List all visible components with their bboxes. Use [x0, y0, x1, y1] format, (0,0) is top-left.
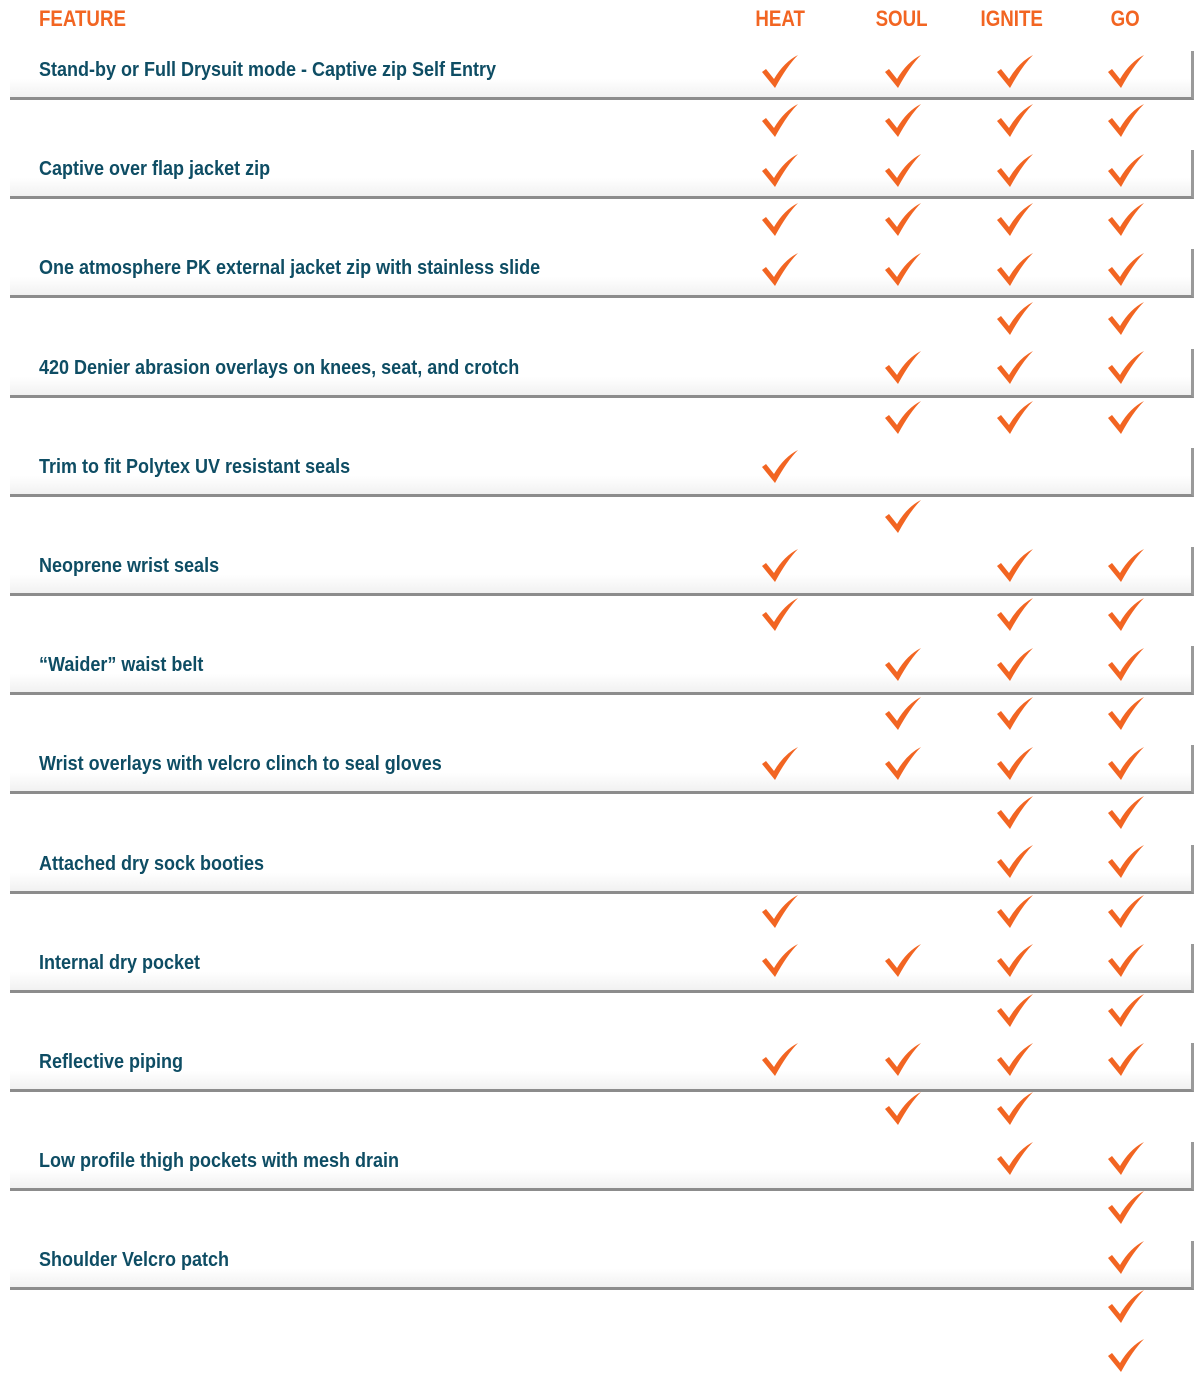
checkmark-icon: [1106, 647, 1146, 683]
checkmark-icon: [883, 499, 923, 535]
checkmark-icon: [883, 696, 923, 732]
checkmark-icon: [1106, 1042, 1146, 1078]
column-header-ignite: IGNITE: [980, 6, 1044, 31]
checkmark-icon: [760, 54, 800, 90]
checkmark-icon: [995, 1091, 1035, 1127]
checkmark-icon: [995, 647, 1035, 683]
column-header-go: GO: [1110, 6, 1140, 31]
checkmark-icon: [995, 696, 1035, 732]
checkmark-icon: [760, 548, 800, 584]
checkmark-icon: [995, 54, 1035, 90]
checkmark-icon: [995, 795, 1035, 831]
feature-label: “Waider” waist belt: [39, 654, 204, 677]
checkmark-icon: [760, 943, 800, 979]
checkmark-icon: [1106, 696, 1146, 732]
feature-label: 420 Denier abrasion overlays on knees, seat, and crotch: [39, 356, 520, 379]
feature-label: Attached dry sock booties: [39, 852, 265, 875]
checkmark-icon: [1106, 103, 1146, 139]
checkmark-icon: [995, 597, 1035, 633]
feature-label: Low profile thigh pockets with mesh drain: [39, 1150, 400, 1173]
feature-label: Trim to fit Polytex UV resistant seals: [39, 455, 351, 478]
checkmark-icon: [995, 746, 1035, 782]
checkmark-icon: [995, 400, 1035, 436]
checkmark-icon: [995, 301, 1035, 337]
checkmark-icon: [995, 103, 1035, 139]
checkmark-icon: [1106, 746, 1146, 782]
checkmark-icon: [995, 844, 1035, 880]
feature-label: Neoprene wrist seals: [39, 555, 220, 577]
checkmark-icon: [883, 400, 923, 436]
checkmark-icon: [883, 153, 923, 189]
checkmark-icon: [883, 943, 923, 979]
feature-label: One atmosphere PK external jacket zip with stainless slide: [39, 257, 541, 280]
feature-label: Internal dry pocket: [39, 951, 201, 974]
checkmark-icon: [1106, 894, 1146, 930]
checkmark-icon: [760, 1042, 800, 1078]
checkmark-icon: [1106, 795, 1146, 831]
checkmark-icon: [1106, 301, 1146, 337]
checkmark-icon: [1106, 844, 1146, 880]
checkmark-icon: [883, 54, 923, 90]
checkmark-icon: [883, 1091, 923, 1127]
feature-label: Reflective piping: [39, 1051, 184, 1073]
checkmark-icon: [995, 153, 1035, 189]
checkmark-icon: [1106, 1190, 1146, 1226]
checkmark-icon: [1106, 993, 1146, 1029]
checkmark-icon: [1106, 1240, 1146, 1276]
feature-label: Stand-by or Full Drysuit mode - Captive zip Self Entry: [39, 59, 497, 81]
checkmark-icon: [760, 252, 800, 288]
checkmark-icon: [1106, 943, 1146, 979]
checkmark-icon: [1106, 597, 1146, 633]
feature-label: Wrist overlays with velcro clinch to seal gloves: [39, 753, 442, 776]
checkmark-icon: [1106, 1141, 1146, 1177]
checkmark-icon: [995, 894, 1035, 930]
checkmark-icon: [1106, 548, 1146, 584]
checkmark-icon: [1106, 350, 1146, 386]
checkmark-icon: [995, 1141, 1035, 1177]
feature-header: FEATURE: [39, 6, 126, 31]
checkmark-icon: [883, 746, 923, 782]
checkmark-icon: [995, 350, 1035, 386]
checkmark-icon: [883, 103, 923, 139]
checkmark-icon: [760, 894, 800, 930]
checkmark-icon: [995, 202, 1035, 238]
checkmark-icon: [1106, 153, 1146, 189]
checkmark-icon: [995, 548, 1035, 584]
checkmark-icon: [1106, 400, 1146, 436]
checkmark-icon: [760, 202, 800, 238]
checkmark-icon: [883, 1042, 923, 1078]
checkmark-icon: [760, 449, 800, 485]
column-header-heat: HEAT: [755, 6, 805, 31]
checkmark-icon: [760, 153, 800, 189]
checkmark-icon: [1106, 202, 1146, 238]
checkmark-icon: [883, 350, 923, 386]
checkmark-icon: [1106, 54, 1146, 90]
checkmark-icon: [995, 1042, 1035, 1078]
checkmark-icon: [760, 597, 800, 633]
checkmark-icon: [995, 943, 1035, 979]
feature-label: Captive over flap jacket zip: [39, 158, 271, 181]
checkmark-icon: [760, 746, 800, 782]
checkmark-icon: [995, 993, 1035, 1029]
checkmark-icon: [883, 252, 923, 288]
checkmark-icon: [1106, 252, 1146, 288]
checkmark-icon: [883, 202, 923, 238]
feature-label: Shoulder Velcro patch: [39, 1249, 230, 1272]
checkmark-icon: [995, 252, 1035, 288]
checkmark-icon: [760, 103, 800, 139]
column-header-soul: SOUL: [876, 6, 928, 31]
checkmark-icon: [883, 647, 923, 683]
checkmark-icon: [1106, 1338, 1146, 1374]
checkmark-icon: [1106, 1289, 1146, 1325]
